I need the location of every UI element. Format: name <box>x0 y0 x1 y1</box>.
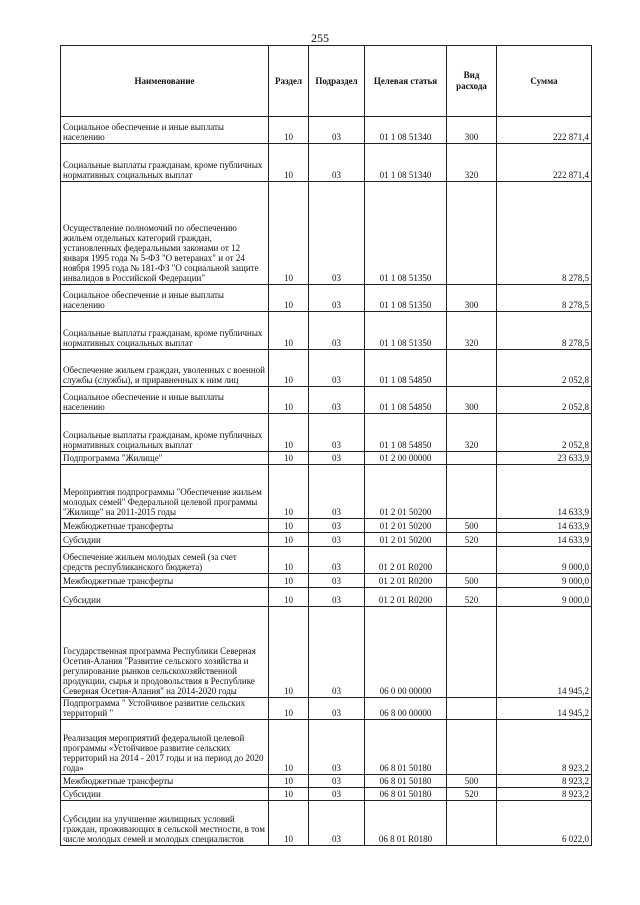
row-sum: 9 000,0 <box>497 574 592 588</box>
row-name: Межбюджетные трансферты <box>61 574 269 588</box>
row-razdel: 10 <box>269 801 309 846</box>
row-sum: 9 000,0 <box>497 547 592 574</box>
row-sum: 222 871,4 <box>497 144 592 182</box>
table-row <box>61 182 592 285</box>
row-target-article: 01 2 01 50200 <box>365 533 447 547</box>
row-target-article: 01 1 08 54850 <box>365 414 447 452</box>
row-expense-type <box>447 607 497 698</box>
header-sum: Сумма <box>497 46 592 117</box>
table-row <box>61 452 592 465</box>
row-razdel: 10 <box>269 588 309 607</box>
row-name: Обеспечение жильем молодых семей (за счет средств республиканского бюджета) <box>61 547 269 574</box>
row-podrazdel: 03 <box>309 547 365 574</box>
row-podrazdel: 03 <box>309 775 365 788</box>
row-target-article: 01 2 00 00000 <box>365 452 447 465</box>
table-row <box>61 547 592 574</box>
row-podrazdel: 03 <box>309 519 365 533</box>
row-sum: 8 923,2 <box>497 775 592 788</box>
row-target-article: 01 1 08 51350 <box>365 182 447 285</box>
row-podrazdel: 03 <box>309 607 365 698</box>
budget-table <box>60 45 592 846</box>
row-razdel: 10 <box>269 387 309 414</box>
row-podrazdel: 03 <box>309 452 365 465</box>
row-expense-type: 520 <box>447 533 497 547</box>
row-podrazdel: 03 <box>309 533 365 547</box>
row-sum: 23 633,9 <box>497 452 592 465</box>
row-target-article: 06 8 01 R0180 <box>365 801 447 846</box>
table-row <box>61 574 592 588</box>
row-sum: 14 945,2 <box>497 607 592 698</box>
row-target-article: 01 1 08 51340 <box>365 144 447 182</box>
header-target-article: Целевая статья <box>365 46 447 117</box>
row-name: Обеспечение жильем граждан, уволенных с военной службы (службы), и приравненных к ним лиц <box>61 350 269 387</box>
table-row <box>61 519 592 533</box>
row-expense-type: 500 <box>447 574 497 588</box>
row-name: Реализация мероприятий федеральной целевой программы «Устойчивое развитие сельских территорий на 2014 - 2017 годы и на период до 2020 года» <box>61 720 269 775</box>
header-name: Наименование <box>61 46 269 117</box>
row-razdel: 10 <box>269 144 309 182</box>
row-sum: 9 000,0 <box>497 588 592 607</box>
row-podrazdel: 03 <box>309 788 365 801</box>
row-razdel: 10 <box>269 182 309 285</box>
row-name: Социальное обеспечение и иные выплаты населению <box>61 387 269 414</box>
table-row <box>61 312 592 350</box>
row-razdel: 10 <box>269 117 309 144</box>
table-header-row <box>61 46 592 117</box>
row-name: Субсидии <box>61 788 269 801</box>
row-target-article: 06 8 01 50180 <box>365 720 447 775</box>
row-podrazdel: 03 <box>309 312 365 350</box>
row-sum: 14 633,9 <box>497 519 592 533</box>
row-sum: 14 633,9 <box>497 533 592 547</box>
row-sum: 8 923,2 <box>497 788 592 801</box>
row-razdel: 10 <box>269 788 309 801</box>
row-expense-type <box>447 452 497 465</box>
row-expense-type: 320 <box>447 144 497 182</box>
row-razdel: 10 <box>269 465 309 519</box>
row-target-article: 01 1 08 51340 <box>365 117 447 144</box>
row-expense-type: 300 <box>447 285 497 312</box>
table-row <box>61 465 592 519</box>
row-expense-type: 300 <box>447 117 497 144</box>
row-target-article: 06 8 01 50180 <box>365 788 447 801</box>
row-name: Социальные выплаты гражданам, кроме публичных нормативных социальных выплат <box>61 312 269 350</box>
table-row <box>61 117 592 144</box>
table-row <box>61 350 592 387</box>
table-row <box>61 607 592 698</box>
table-row <box>61 533 592 547</box>
row-target-article: 01 2 01 R0200 <box>365 588 447 607</box>
row-expense-type: 520 <box>447 788 497 801</box>
row-expense-type: 320 <box>447 414 497 452</box>
row-podrazdel: 03 <box>309 117 365 144</box>
row-razdel: 10 <box>269 698 309 720</box>
row-podrazdel: 03 <box>309 182 365 285</box>
row-target-article: 01 1 08 51350 <box>365 285 447 312</box>
row-name: Межбюджетные трансферты <box>61 775 269 788</box>
row-expense-type <box>447 465 497 519</box>
table-row <box>61 698 592 720</box>
row-target-article: 01 2 01 R0200 <box>365 574 447 588</box>
row-razdel: 10 <box>269 519 309 533</box>
row-name: Субсидии на улучшение жилищных условий граждан, проживающих в сельской местности, в том числе молодых семей и молодых специалистов <box>61 801 269 846</box>
header-razdel: Раздел <box>269 46 309 117</box>
row-expense-type: 300 <box>447 387 497 414</box>
row-razdel: 10 <box>269 775 309 788</box>
row-razdel: 10 <box>269 350 309 387</box>
row-podrazdel: 03 <box>309 285 365 312</box>
row-name: Подпрограмма " Устойчивое развитие сельских территорий " <box>61 698 269 720</box>
row-razdel: 10 <box>269 720 309 775</box>
table-row <box>61 775 592 788</box>
row-podrazdel: 03 <box>309 801 365 846</box>
row-razdel: 10 <box>269 452 309 465</box>
row-target-article: 01 2 01 R0200 <box>365 547 447 574</box>
row-name: Субсидии <box>61 533 269 547</box>
page-number: 255 <box>311 31 329 45</box>
row-podrazdel: 03 <box>309 350 365 387</box>
row-sum: 8 278,5 <box>497 182 592 285</box>
row-target-article: 01 1 08 51350 <box>365 312 447 350</box>
row-podrazdel: 03 <box>309 588 365 607</box>
row-sum: 222 871,4 <box>497 117 592 144</box>
row-name: Социальное обеспечение и иные выплаты населению <box>61 285 269 312</box>
row-razdel: 10 <box>269 533 309 547</box>
row-razdel: 10 <box>269 547 309 574</box>
row-expense-type: 520 <box>447 588 497 607</box>
row-razdel: 10 <box>269 574 309 588</box>
row-name: Подпрограмма "Жилище" <box>61 452 269 465</box>
row-name: Государственная программа Республики Северная Осетия-Алания "Развитие сельского хозяйства и регулирование рынков сельскохозяйственной продукции, сырья и продовольствия в Республике Северная Осетия-Алания" на 2014-2020 годы <box>61 607 269 698</box>
row-name: Осуществление полномочий по обеспечению жильем отдельных категорий граждан, установленных федеральными законами от 12 января 1995 года № 5-ФЗ "О ветеранах" и от 24 ноября 1995 года № 181-ФЗ "О социальной защите инвалидов в Российской Федерации" <box>61 182 269 285</box>
row-name: Социальные выплаты гражданам, кроме публичных нормативных социальных выплат <box>61 414 269 452</box>
row-podrazdel: 03 <box>309 574 365 588</box>
row-podrazdel: 03 <box>309 465 365 519</box>
row-expense-type <box>447 547 497 574</box>
row-expense-type: 500 <box>447 775 497 788</box>
row-name: Субсидии <box>61 588 269 607</box>
row-sum: 14 945,2 <box>497 698 592 720</box>
row-razdel: 10 <box>269 285 309 312</box>
row-expense-type <box>447 350 497 387</box>
row-sum: 2 052,8 <box>497 414 592 452</box>
row-target-article: 01 1 08 54850 <box>365 387 447 414</box>
row-podrazdel: 03 <box>309 414 365 452</box>
row-target-article: 01 2 01 50200 <box>365 465 447 519</box>
table-row <box>61 144 592 182</box>
row-target-article: 01 2 01 50200 <box>365 519 447 533</box>
table-row <box>61 588 592 607</box>
row-podrazdel: 03 <box>309 144 365 182</box>
row-target-article: 06 8 00 00000 <box>365 698 447 720</box>
row-sum: 14 633,9 <box>497 465 592 519</box>
row-target-article: 06 8 01 50180 <box>365 775 447 788</box>
row-expense-type: 320 <box>447 312 497 350</box>
table-row <box>61 285 592 312</box>
row-name: Социальные выплаты гражданам, кроме публичных нормативных социальных выплат <box>61 144 269 182</box>
row-expense-type <box>447 720 497 775</box>
row-podrazdel: 03 <box>309 698 365 720</box>
row-sum: 8 923,2 <box>497 720 592 775</box>
row-name: Мероприятия подпрограммы "Обеспечение жильем молодых семей" Федеральной целевой программы "Жилище" на 2011-2015 годы <box>61 465 269 519</box>
row-razdel: 10 <box>269 312 309 350</box>
row-sum: 8 278,5 <box>497 312 592 350</box>
row-podrazdel: 03 <box>309 720 365 775</box>
row-expense-type <box>447 182 497 285</box>
table-row <box>61 387 592 414</box>
row-podrazdel: 03 <box>309 387 365 414</box>
row-sum: 2 052,8 <box>497 350 592 387</box>
table-row <box>61 788 592 801</box>
row-expense-type <box>447 801 497 846</box>
row-target-article: 06 0 00 00000 <box>365 607 447 698</box>
row-expense-type: 500 <box>447 519 497 533</box>
row-name: Межбюджетные трансферты <box>61 519 269 533</box>
table-row <box>61 414 592 452</box>
header-podrazdel: Подраздел <box>309 46 365 117</box>
row-expense-type <box>447 698 497 720</box>
row-sum: 8 278,5 <box>497 285 592 312</box>
row-sum: 6 022,0 <box>497 801 592 846</box>
row-razdel: 10 <box>269 414 309 452</box>
header-expense-type: Вид расхода <box>447 46 497 117</box>
table-body <box>61 117 592 846</box>
row-name: Социальное обеспечение и иные выплаты населению <box>61 117 269 144</box>
row-razdel: 10 <box>269 607 309 698</box>
table-row <box>61 801 592 846</box>
row-sum: 2 052,8 <box>497 387 592 414</box>
row-target-article: 01 1 08 54850 <box>365 350 447 387</box>
table-row <box>61 720 592 775</box>
